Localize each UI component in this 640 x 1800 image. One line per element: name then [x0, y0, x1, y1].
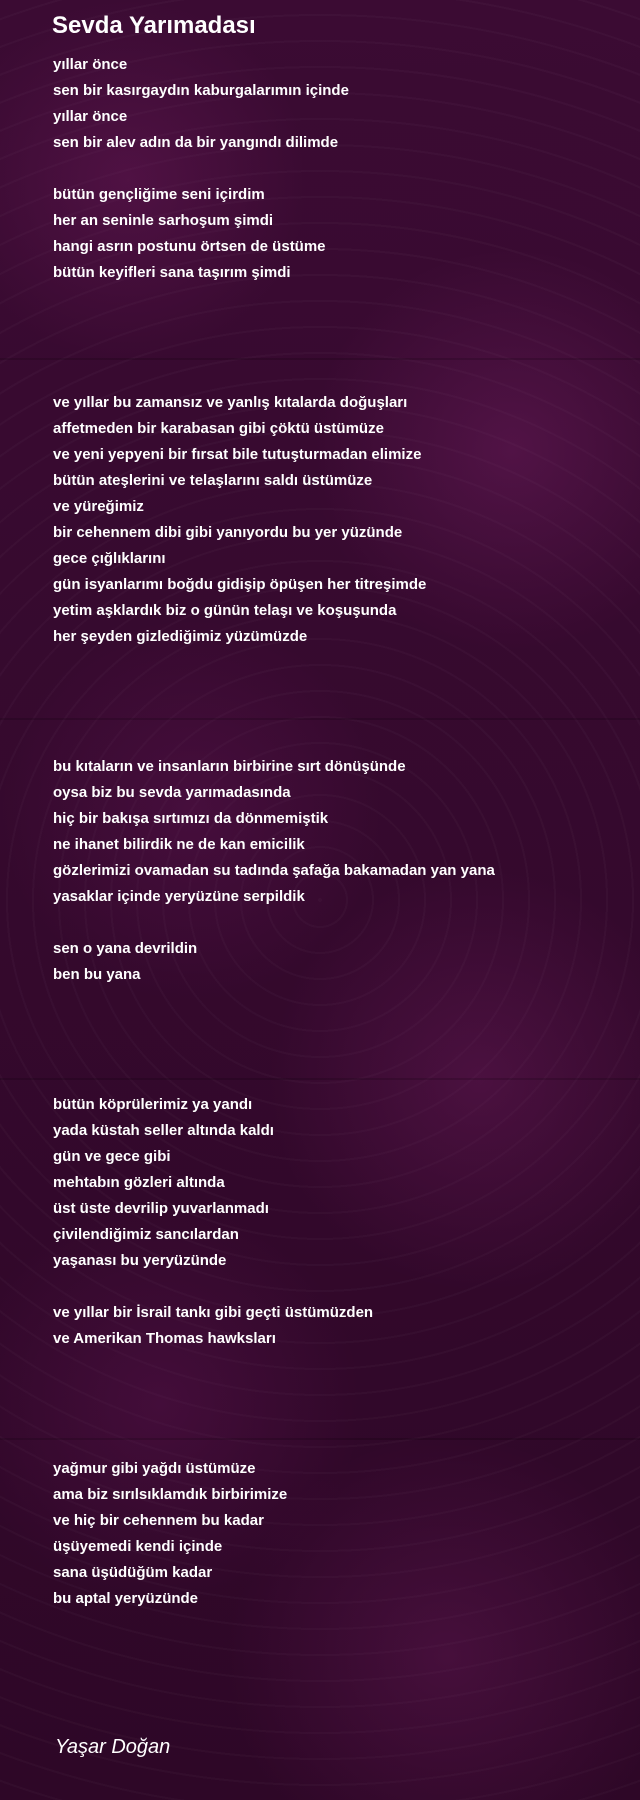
poem-line: ve yıllar bir İsrail tankı gibi geçti üstümüzden — [53, 1304, 374, 1321]
poem-line: yaşanası bu yeryüzünde — [53, 1252, 227, 1269]
poem-line: gün ve gece gibi — [53, 1148, 171, 1165]
poem-line: sen bir kasırgaydın kaburgalarımın içinde — [53, 82, 349, 99]
poem-line: ne ihanet bilirdik ne de kan emicilik — [53, 836, 305, 853]
poem-line: yada küstah seller altında kaldı — [53, 1122, 274, 1139]
poem-title: Sevda Yarımadası — [52, 12, 256, 39]
poem-line: bu aptal yeryüzünde — [53, 1590, 199, 1607]
poem-line: yasaklar içinde yeryüzüne serpildik — [53, 888, 305, 905]
stanza — [53, 390, 623, 650]
poem-line: hangi asrın postunu örtsen de üstüme — [53, 238, 326, 255]
stanza — [53, 1456, 623, 1612]
poem-body — [53, 52, 623, 1612]
poem-line: her an seninle sarhoşum şimdi — [53, 212, 274, 229]
author-name: Yaşar Doğan — [55, 1736, 171, 1758]
stanza — [53, 1300, 623, 1352]
poem-line: bütün ateşlerini ve telaşlarını saldı üstümüze — [53, 472, 373, 489]
stanza-gap — [53, 156, 623, 182]
poem-line: ve hiç bir cehennem bu kadar — [53, 1512, 264, 1529]
stanza — [53, 52, 623, 156]
poem-line: oysa biz bu sevda yarımadasında — [53, 784, 291, 801]
poem-line: üst üste devrilip yuvarlanmadı — [53, 1200, 269, 1217]
stanza-gap — [53, 1352, 623, 1456]
poem-line: ve yeni yepyeni bir fırsat bile tutuşturmadan elimize — [53, 446, 422, 463]
stanza — [53, 754, 623, 910]
stanza-gap — [53, 286, 623, 390]
poem-line: ben bu yana — [53, 966, 141, 983]
stanza — [53, 182, 623, 286]
stanza-gap — [53, 1274, 623, 1300]
poem-line: sana üşüdüğüm kadar — [53, 1564, 213, 1581]
stanza-gap — [53, 650, 623, 754]
poem-line: çivilendiğimiz sancılardan — [53, 1226, 239, 1243]
poem-line: affetmeden bir karabasan gibi çöktü üstümüze — [53, 420, 384, 437]
poem-line: ve yüreğimiz — [53, 498, 144, 515]
poem-line: bütün keyifleri sana taşırım şimdi — [53, 264, 291, 281]
stanza-gap — [53, 988, 623, 1092]
poem-line: mehtabın gözleri altında — [53, 1174, 225, 1191]
poem-line: gözlerimizi ovamadan su tadında şafağa bakamadan yan yana — [53, 862, 495, 879]
poem-line: bir cehennem dibi gibi yanıyordu bu yer yüzünde — [53, 524, 403, 541]
poem-line: bu kıtaların ve insanların birbirine sırt dönüşünde — [53, 758, 406, 775]
poem-line: üşüyemedi kendi içinde — [53, 1538, 223, 1555]
poem-line: yıllar önce — [53, 56, 128, 73]
stanza-gap — [53, 910, 623, 936]
poem-line: gece çığlıklarını — [53, 550, 166, 567]
poem-line: bütün gençliğime seni içirdim — [53, 186, 265, 203]
poem-line: hiç bir bakışa sırtımızı da dönmemiştik — [53, 810, 329, 827]
poem-line: yıllar önce — [53, 108, 128, 125]
poem-line: her şeyden gizlediğimiz yüzümüzde — [53, 628, 308, 645]
poem-line: sen o yana devrildin — [53, 940, 198, 957]
poem-line: ve yıllar bu zamansız ve yanlış kıtalarda doğuşları — [53, 394, 408, 411]
poem-line: yetim aşklardık biz o günün telaşı ve koşuşunda — [53, 602, 397, 619]
poem-line: yağmur gibi yağdı üstümüze — [53, 1460, 256, 1477]
poem-line: sen bir alev adın da bir yangındı dilimde — [53, 134, 339, 151]
stanza — [53, 936, 623, 988]
poem-line: gün isyanlarımı boğdu gidişip öpüşen her titreşimde — [53, 576, 427, 593]
poem-line: bütün köprülerimiz ya yandı — [53, 1096, 253, 1113]
poem-line: ve Amerikan Thomas hawksları — [53, 1330, 276, 1347]
stanza — [53, 1092, 623, 1274]
poem-line: ama biz sırılsıklamdık birbirimize — [53, 1486, 288, 1503]
